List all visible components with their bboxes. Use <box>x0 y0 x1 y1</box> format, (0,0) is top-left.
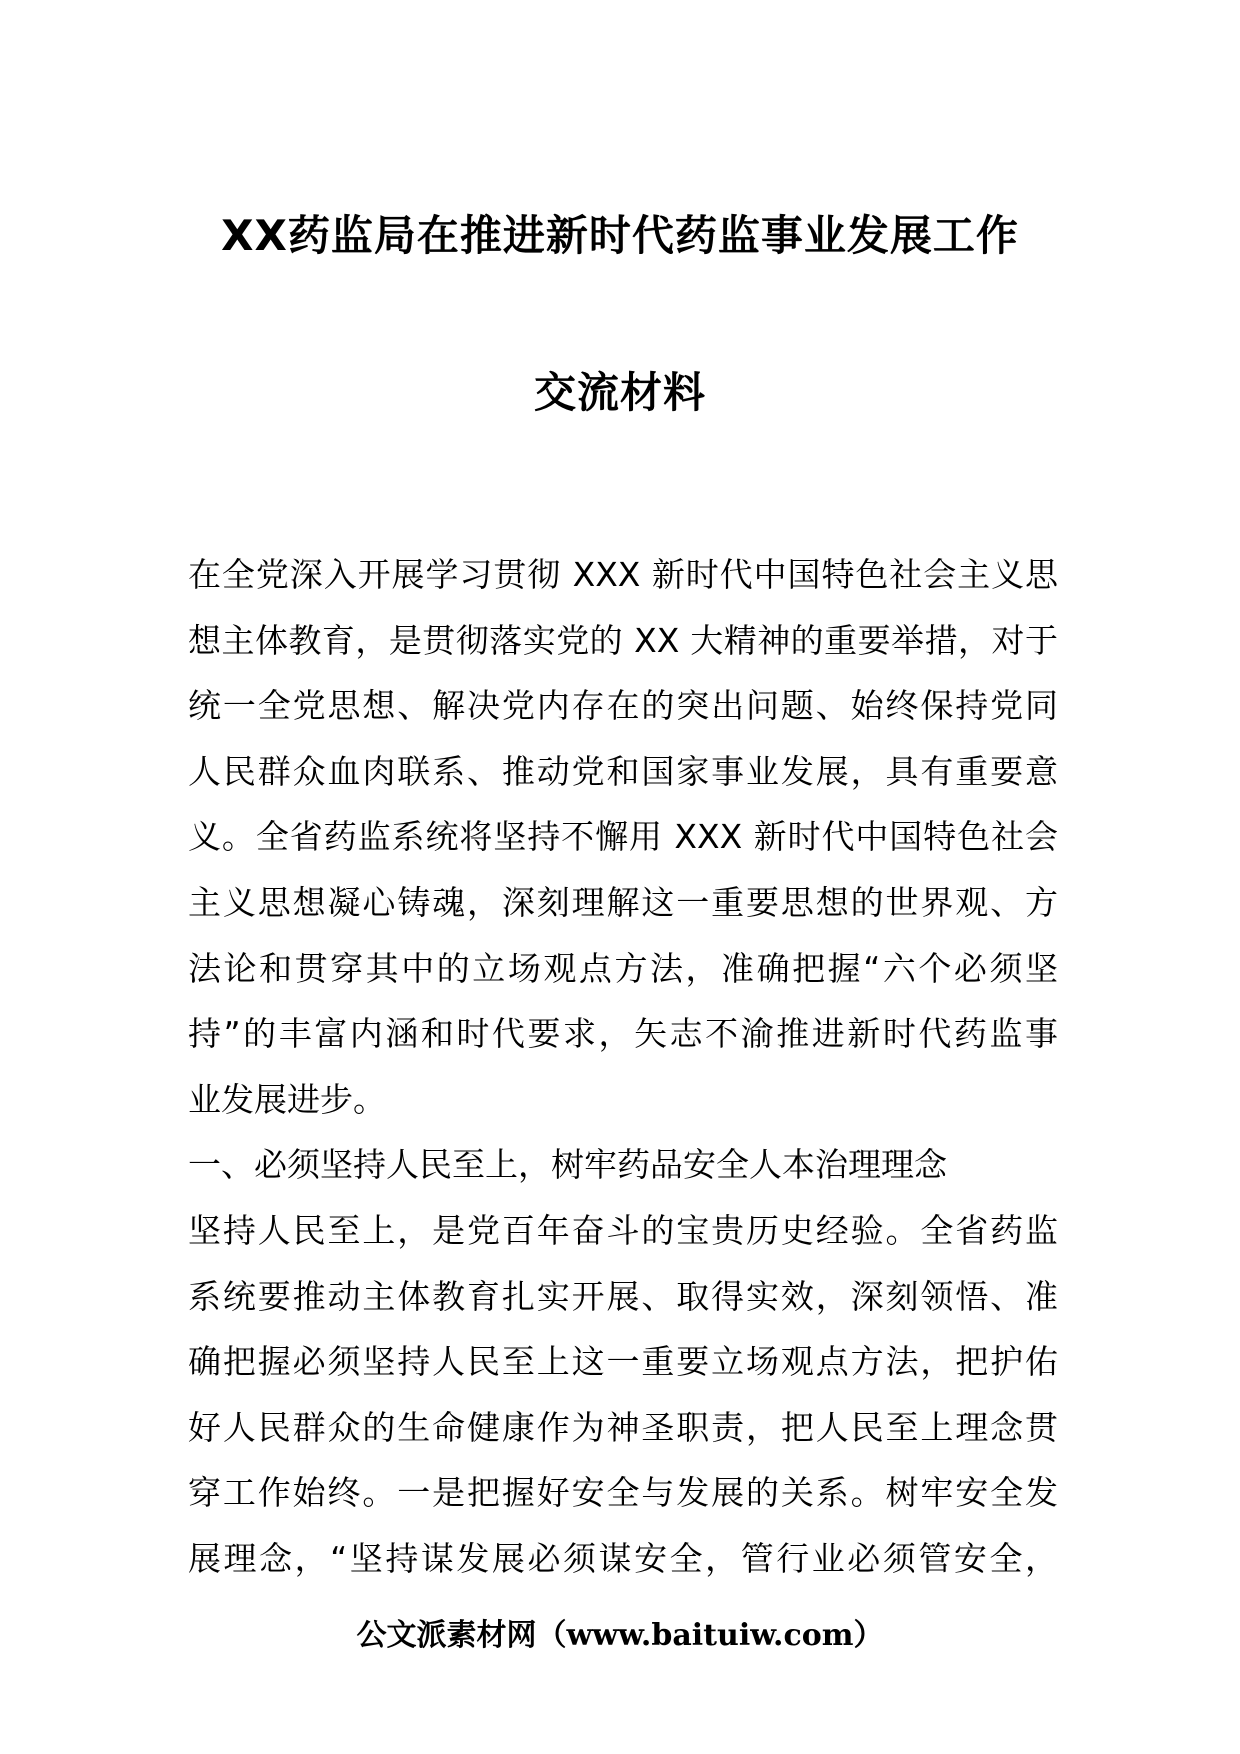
document-title-line-1: XX药监局在推进新时代药监事业发展工作 <box>221 211 1019 260</box>
paragraph-line: 统一全党思想、解决党内存在的突出问题、始终保持党同 <box>188 686 1058 726</box>
paragraph-line: 确把握必须坚持人民至上这一重要立场观点方法，把护佑 <box>188 1342 1058 1382</box>
paragraph-line: 想主体教育，是贯彻落实党的 XX 大精神的重要举措，对于 <box>188 620 1058 660</box>
paragraph-line: 展理念，“坚持谋发展必须谋安全，管行业必须管安全， <box>188 1538 1058 1578</box>
document-title-line-2: 交流材料 <box>533 368 706 417</box>
document-body <box>188 542 1058 1592</box>
paragraph-line: 在全党深入开展学习贯彻 XXX 新时代中国特色社会主义思 <box>188 555 1058 594</box>
paragraph-line: 法论和贯穿其中的立场观点方法，准确把握“六个必须坚 <box>188 948 1058 988</box>
paragraph-line: 穿工作始终。一是把握好安全与发展的关系。树牢安全发 <box>188 1473 1058 1513</box>
paragraph-line: 主义思想凝心铸魂，深刻理解这一重要思想的世界观、方 <box>188 882 1058 922</box>
paragraph-line: 人民群众血肉联系、推动党和国家事业发展，具有重要意 <box>188 751 1058 791</box>
paragraph-line: 系统要推动主体教育扎实开展、取得实效，深刻领悟、准 <box>188 1276 1058 1316</box>
paragraph-line: 持”的丰富内涵和时代要求，矢志不渝推进新时代药监事 <box>188 1014 1058 1054</box>
section-heading: 一、必须坚持人民至上，树牢药品安全人本治理理念 <box>188 1145 947 1185</box>
paragraph-line: 业发展进步。 <box>188 1079 386 1119</box>
paragraph-line: 好人民群众的生命健康作为神圣职责，把人民至上理念贯 <box>188 1407 1058 1447</box>
paragraph-line: 坚持人民至上，是党百年奋斗的宝贵历史经验。全省药监 <box>188 1210 1058 1250</box>
paragraph-line: 义。全省药监系统将坚持不懈用 XXX 新时代中国特色社会 <box>188 817 1058 857</box>
footer-watermark-text: 公文派素材网（www.baituiw.com） <box>356 1618 884 1653</box>
